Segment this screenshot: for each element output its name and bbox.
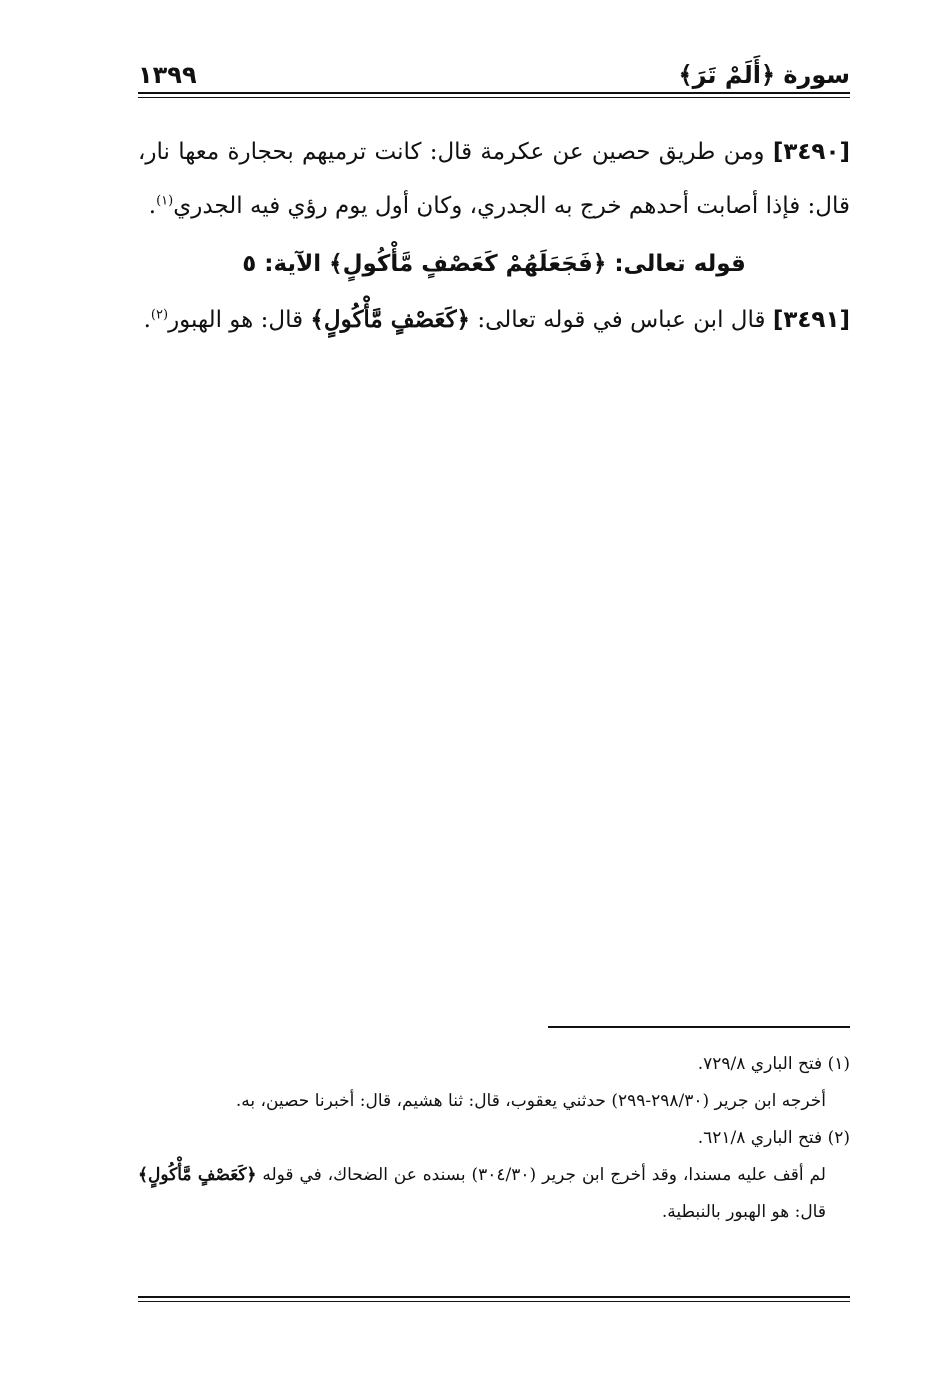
quran-quote: ﴿كَعَصْفٍ مَّأْكُولٍ﴾ [138,1165,257,1185]
entry-text: قال ابن عباس في قوله تعالى: [477,307,766,333]
section-heading: قوله تعالى: ﴿فَجَعَلَهُمْ كَعَصْفٍ مَّأْكُولٍ﴾ الآية: ٥ [242,251,746,277]
footnotes [138,1046,850,1231]
bottom-rule-thin [138,1301,850,1302]
header-rule-thin [138,97,850,98]
bottom-rule [138,1296,850,1298]
entry-3491 [138,293,850,347]
footnote-label: (١) [827,1054,850,1074]
entry-end: . [148,193,157,219]
entry-end: . [143,307,151,333]
entry-number: [٣٤٩١] [772,307,850,333]
entry-3490 [138,125,850,233]
footnote-title: فتح الباري ٦٢١/٨. [697,1128,823,1148]
page-number: ١٣٩٩ [138,61,197,89]
footnote-2-detail [138,1157,850,1231]
footnote-1 [138,1046,850,1083]
page-header [138,58,850,92]
quran-quote: ﴿كَعَصْفٍ مَّأْكُولٍ﴾ [310,306,471,333]
footnote-1-detail: أخرجه ابن جرير (٢٩٨/٣٠-٢٩٩) حدثني يعقوب، قال: ثنا هشيم، قال: أخبرنا حصين، به. [235,1091,826,1111]
main-text [138,125,850,347]
header-rule [138,92,850,94]
footnote-title: فتح الباري ٧٢٩/٨. [697,1054,823,1074]
surah-title: سورة ﴿أَلَمْ تَرَ﴾ [678,61,850,89]
entry-number: [٣٤٩٠] [772,139,850,165]
footnote-label: (٢) [827,1128,850,1148]
entry-text-after: قال: هو الهبور [168,307,304,333]
footnote-ref[interactable]: (١) [156,193,174,209]
footnote-separator [548,1026,850,1028]
footnote-detail-text-after: قال: هو الهبور بالنبطية. [661,1202,826,1222]
footnote-ref[interactable]: (٢) [150,307,169,323]
footnote-2 [138,1120,850,1157]
entry-text: ومن طريق حصين عن عكرمة قال: كانت ترميهم بحجارة معها نار، قال: فإذا أصابت أحدهم خرج به الجدري، وكان أول يوم رؤي فيه الجدري [138,139,850,219]
footnote-detail-text: لم أقف عليه مسندا، وقد أخرج ابن جرير (٣٠٤/٣٠) بسنده عن الضحاك، في قوله [262,1165,826,1185]
